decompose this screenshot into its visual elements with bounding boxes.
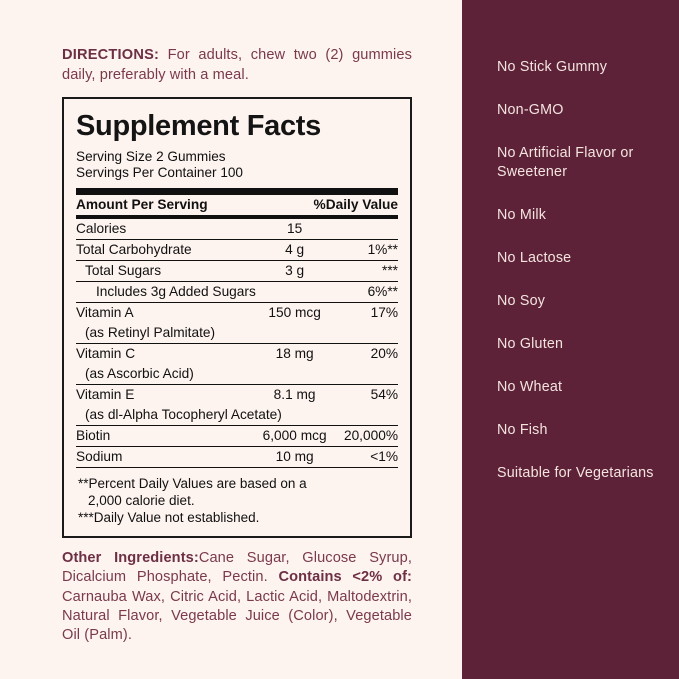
table-subrow xyxy=(76,405,398,426)
claim-item: Suitable for Vegetarians xyxy=(497,465,654,482)
claim-item: No Artificial Flavor or Sweetener xyxy=(497,145,634,180)
row-dv: 20% xyxy=(370,346,398,362)
row-dv: 1%** xyxy=(333,239,398,260)
directions-label: DIRECTIONS: xyxy=(62,47,160,63)
table-row xyxy=(76,219,398,240)
header-daily-value: %Daily Value xyxy=(313,197,398,213)
nutrients-table xyxy=(76,219,398,468)
directions-text: For adults, chew two (2) gummies daily, preferably with a meal. xyxy=(62,47,412,83)
row-dv: <1% xyxy=(333,446,398,467)
claim-item: Non-GMO xyxy=(497,102,564,119)
divider-thick xyxy=(76,188,398,195)
table-subrow xyxy=(76,364,398,385)
claim-item: No Stick Gummy xyxy=(497,59,608,75)
row-amount: 10 mg xyxy=(256,446,334,467)
row-name: Vitamin E xyxy=(76,387,135,403)
table-row xyxy=(76,446,398,467)
claims-panel xyxy=(462,0,679,679)
row-dv: 54% xyxy=(370,387,398,403)
table-row xyxy=(76,281,398,302)
row-amount xyxy=(256,281,334,302)
row-dv: 17% xyxy=(370,305,398,321)
row-subtext: (as dl-Alpha Tocopheryl Acetate) xyxy=(76,405,398,426)
serving-size: Serving Size 2 Gummies xyxy=(76,148,226,164)
claim-item: No Lactose xyxy=(497,249,572,266)
row-name: Vitamin C xyxy=(76,346,136,362)
other-ingredients-label: Other Ingredients: xyxy=(62,549,199,566)
servings-per-container: Servings Per Container 100 xyxy=(76,165,243,181)
row-dv: 6%** xyxy=(333,281,398,302)
table-row xyxy=(76,302,398,323)
other-ingredients-text-2: Carnauba Wax, Citric Acid, Lactic Acid, Maltodextrin, Natural Flavor, Vegetable Juice (Color), Vegetable Oil (Palm). xyxy=(62,588,412,644)
row-amount: 6,000 mcg xyxy=(256,425,334,446)
row-name: Total Carbohydrate xyxy=(76,239,256,260)
row-dv xyxy=(333,219,398,240)
row-name: Vitamin A xyxy=(76,305,134,321)
table-subrow xyxy=(76,323,398,344)
table-row xyxy=(76,425,398,446)
claim-item: No Milk xyxy=(497,206,547,223)
footnote-line-1: **Percent Daily Values are based on a xyxy=(78,475,307,491)
row-amount: 8.1 mg xyxy=(273,387,316,403)
claim-item: No Wheat xyxy=(497,379,563,396)
table-row xyxy=(76,343,398,364)
row-name: Total Sugars xyxy=(76,260,256,281)
other-ingredients-text-1: Cane Sugar, Glucose Syrup, Dicalcium Phosphate, Pectin. xyxy=(62,549,412,586)
footnote-line-2: 2,000 calorie diet. xyxy=(88,492,195,508)
row-name: Sodium xyxy=(76,446,256,467)
row-name: Includes 3g Added Sugars xyxy=(76,281,256,302)
row-amount: 18 mg xyxy=(275,346,314,362)
row-amount: 4 g xyxy=(256,239,334,260)
claim-item: No Soy xyxy=(497,292,546,309)
supplement-facts-panel xyxy=(62,97,412,538)
claim-item: No Gluten xyxy=(497,336,564,353)
claim-item: No Fish xyxy=(497,422,548,439)
table-row xyxy=(76,384,398,405)
other-ingredients-paragraph xyxy=(62,549,412,646)
row-dv: 20,000% xyxy=(333,425,398,446)
row-amount: 150 mcg xyxy=(268,305,321,321)
table-row xyxy=(76,239,398,260)
row-dv: *** xyxy=(333,260,398,281)
table-row xyxy=(76,260,398,281)
row-name: Biotin xyxy=(76,425,256,446)
header-amount-per-serving: Amount Per Serving xyxy=(76,197,208,213)
supplement-facts-table xyxy=(76,195,398,215)
row-amount: 3 g xyxy=(256,260,334,281)
row-subtext: (as Ascorbic Acid) xyxy=(76,364,398,385)
table-header-row xyxy=(76,195,398,215)
footnotes-block xyxy=(76,475,398,526)
contains-label: Contains <2% of: xyxy=(278,569,412,586)
row-name: Calories xyxy=(76,219,256,240)
supplement-facts-title: Supplement Facts xyxy=(76,110,321,143)
directions-paragraph xyxy=(62,46,412,85)
row-subtext: (as Retinyl Palmitate) xyxy=(76,323,398,344)
footnote-line-3: ***Daily Value not established. xyxy=(78,509,260,525)
row-amount: 15 xyxy=(256,219,334,240)
